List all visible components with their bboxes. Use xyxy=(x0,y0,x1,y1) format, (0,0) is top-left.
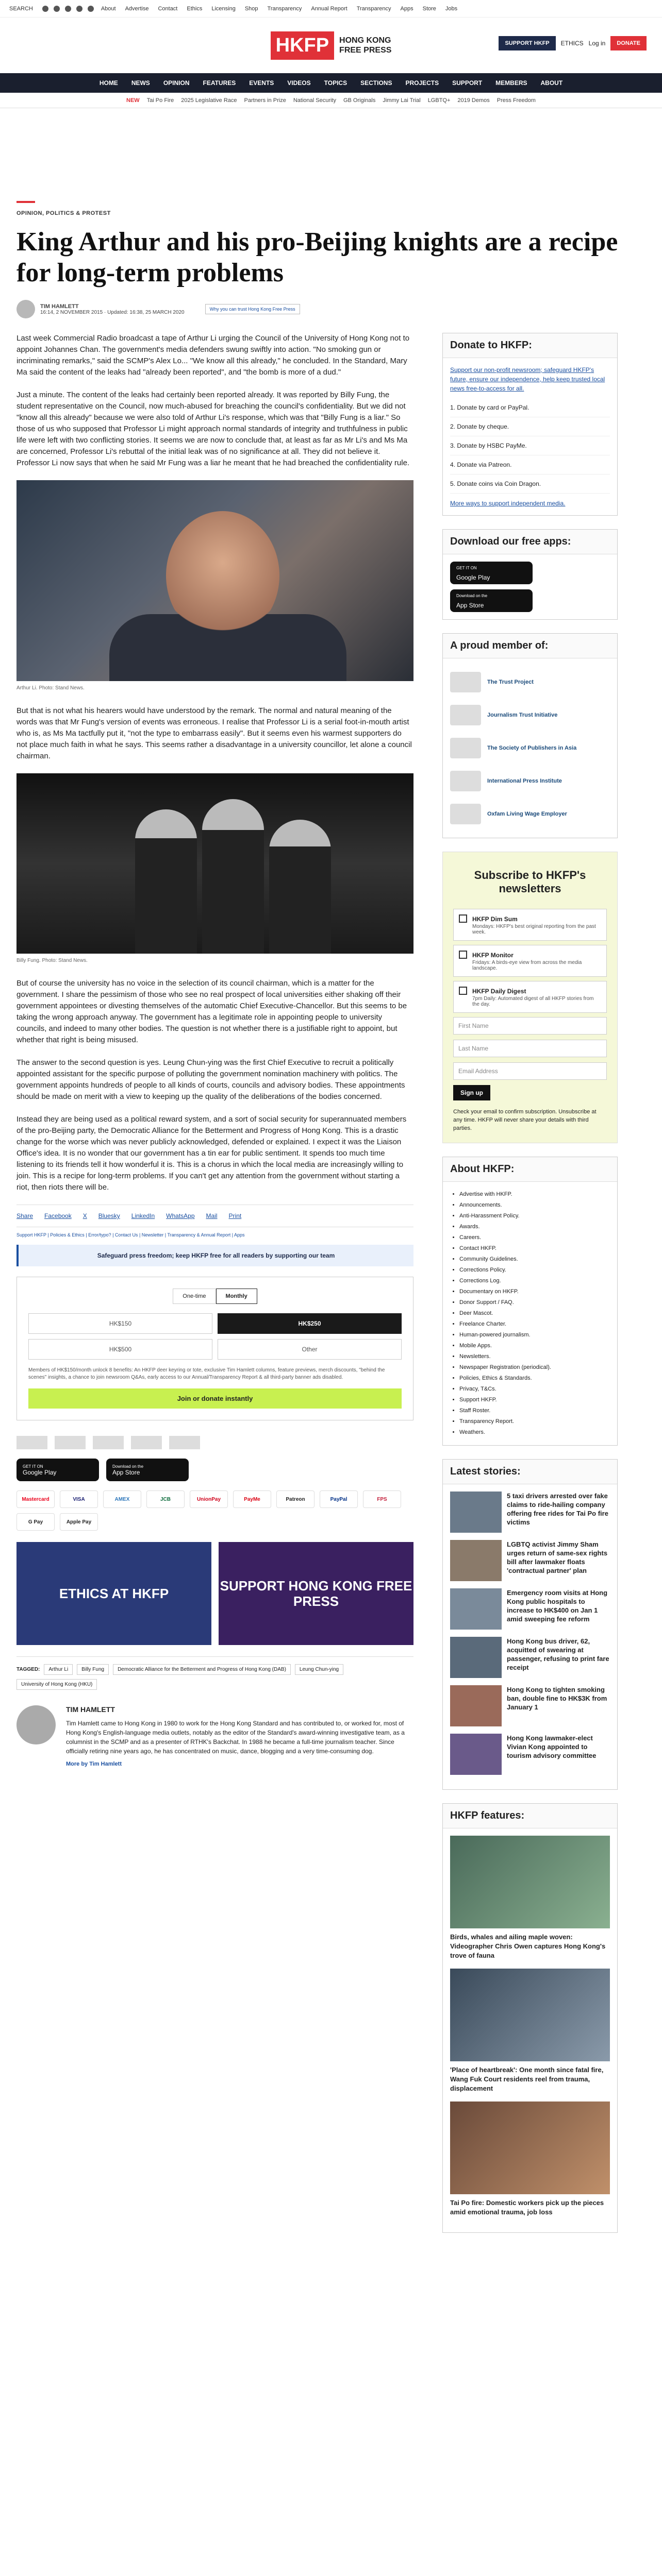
features-title: HKFP features: xyxy=(443,1804,617,1828)
donate-sidebar-title: Donate to HKFP: xyxy=(443,333,617,358)
nl-desc: 7pm Daily: Automated digest of all HKFP stories from the day. xyxy=(472,996,594,1007)
story-title: Hong Kong lawmaker-elect Vivian Kong appointed to tourism advisory committee xyxy=(507,1734,597,1759)
nav-sections[interactable]: SECTIONS xyxy=(360,79,392,87)
payment-methods xyxy=(16,1490,413,1531)
jti-logo xyxy=(55,1436,86,1449)
email-input[interactable]: Email Address xyxy=(453,1062,607,1080)
top-link-store[interactable]: Store xyxy=(422,5,436,12)
story-thumb xyxy=(450,1685,502,1726)
about-link[interactable]: • Human-powered journalism. xyxy=(459,1330,610,1341)
amount-option-selected[interactable]: HK$250 xyxy=(218,1313,402,1334)
member-org[interactable] xyxy=(450,798,610,831)
google-play-button[interactable] xyxy=(16,1459,99,1481)
story-item[interactable] xyxy=(450,1540,610,1581)
author-box xyxy=(16,1705,413,1767)
article-body xyxy=(16,333,413,2246)
top-link-annual-report[interactable]: Annual Report xyxy=(311,5,347,12)
donate-option[interactable]: 1. Donate by card or PayPal. xyxy=(450,398,610,417)
feature-title: 'Place of heartbreak': One month since fatal fire, Wang Fuk Court residents reel from trauma, displacement xyxy=(450,2066,604,2092)
newsletter-option[interactable] xyxy=(453,909,607,941)
about-link[interactable]: • Documentary on HKFP. xyxy=(459,1286,610,1297)
top-link-ethics[interactable]: Ethics xyxy=(187,5,203,12)
nav-news[interactable]: NEWS xyxy=(131,79,150,87)
member-org-name: International Press Institute xyxy=(487,778,562,784)
logo-line1: HONG KONG xyxy=(339,36,391,45)
ethics-link[interactable]: ETHICS xyxy=(560,40,584,47)
tag[interactable]: Leung Chun-ying xyxy=(295,1664,343,1675)
logo-mark: HKFP xyxy=(271,31,334,60)
share-x[interactable]: X xyxy=(82,1212,87,1219)
nl-name: HKFP Dim Sum xyxy=(472,916,518,923)
accent-line xyxy=(16,201,35,203)
story-item[interactable] xyxy=(450,1492,610,1533)
nl-desc: Mondays: HKFP's best original reporting from the past week. xyxy=(472,924,596,935)
as-small: Download on the xyxy=(456,594,488,598)
member-sidebar xyxy=(442,633,618,838)
site-header xyxy=(0,18,662,73)
footer-logos xyxy=(16,1436,413,1449)
share-label: Share xyxy=(16,1212,34,1219)
story-title: Emergency room visits at Hong Kong public hospitals to increase to HK$400 on Jan 1 amid sweeping fee reform xyxy=(507,1589,608,1623)
member-title: A proud member of: xyxy=(443,634,617,658)
tag[interactable]: Democratic Alliance for the Betterment and Progress of Hong Kong (DAB) xyxy=(113,1664,291,1675)
payme-icon: PayMe xyxy=(233,1490,271,1508)
feature-image xyxy=(450,1969,610,2061)
youtube-icon[interactable] xyxy=(76,6,82,12)
story-thumb xyxy=(450,1588,502,1630)
member-org-name: The Society of Publishers in Asia xyxy=(487,745,577,751)
about-sidebar xyxy=(442,1157,618,1446)
donate-options xyxy=(450,398,610,494)
story-item[interactable] xyxy=(450,1734,610,1775)
join-button[interactable]: Join or donate instantly xyxy=(28,1388,402,1409)
gp-small: GET IT ON xyxy=(456,566,477,570)
about-link[interactable]: • Awards. xyxy=(459,1222,610,1232)
more-ways-link[interactable]: More ways to support independent media. xyxy=(450,500,566,507)
nav-projects[interactable]: PROJECTS xyxy=(405,79,439,87)
apps-title: Download our free apps: xyxy=(443,530,617,554)
member-org-name: Journalism Trust Initiative xyxy=(487,712,558,718)
ipi-logo xyxy=(131,1436,162,1449)
nl-desc: Fridays: A birds-eye view from across the media landscape. xyxy=(472,960,582,971)
trending-item[interactable]: Partners in Prize xyxy=(244,97,286,104)
search-link[interactable]: SEARCH xyxy=(9,5,33,12)
article-category[interactable]: OPINION, POLITICS & PROTEST xyxy=(16,210,111,216)
tag[interactable]: Arthur Li xyxy=(44,1664,73,1675)
nav-support[interactable]: SUPPORT xyxy=(452,79,483,87)
google-play-button[interactable] xyxy=(450,562,533,584)
top-link-jobs[interactable]: Jobs xyxy=(445,5,458,12)
member-org[interactable] xyxy=(450,699,610,732)
signup-button[interactable]: Sign up xyxy=(453,1085,490,1100)
nav-about[interactable]: ABOUT xyxy=(540,79,563,87)
tag[interactable]: University of Hong Kong (HKU) xyxy=(16,1679,97,1690)
share-facebook[interactable]: Facebook xyxy=(44,1212,72,1219)
checkbox[interactable] xyxy=(459,987,467,995)
author-bio: Tim Hamlett came to Hong Kong in 1980 to work for the Hong Kong Standard and has contributed to, or worked for, most of Hong Kong's English-language media outlets, notably as the editor of the Standard's award-winning investigative team, as a columnist in the SCMP and as a presenter of RTHK's Backchat. In 1988 he became a full-time journalism teacher. Since officially retiring nine years ago, he has concentrated on music, dance, blogging and a very time-consuming dog. xyxy=(66,1720,405,1755)
as-label: App Store xyxy=(456,602,484,609)
feature-image xyxy=(450,2102,610,2194)
trending-item[interactable]: 2019 Demos xyxy=(457,97,490,104)
share-linkedin[interactable]: LinkedIn xyxy=(131,1212,155,1219)
about-link[interactable]: • Newsletters. xyxy=(459,1351,610,1362)
gp-label: Google Play xyxy=(456,574,490,581)
sidebar xyxy=(442,333,618,2246)
author-box-avatar xyxy=(16,1705,56,1744)
story-thumb xyxy=(450,1734,502,1775)
donate-button[interactable]: DONATE xyxy=(610,36,647,50)
amount-option[interactable]: HK$150 xyxy=(28,1313,212,1334)
main-nav xyxy=(0,73,662,93)
ad-space xyxy=(0,108,662,201)
about-link[interactable]: • Support HKFP. xyxy=(459,1395,610,1405)
fps-icon: FPS xyxy=(363,1490,401,1508)
about-link[interactable]: • Freelance Charter. xyxy=(459,1319,610,1330)
nl-name: HKFP Daily Digest xyxy=(472,988,526,995)
top-link-advertise[interactable]: Advertise xyxy=(125,5,149,12)
promo-banners xyxy=(16,1542,413,1645)
trust-project-logo xyxy=(16,1436,47,1449)
top-link-transparency-2[interactable]: Transparency xyxy=(356,5,391,12)
story-item[interactable] xyxy=(450,1637,610,1678)
ipi-logo xyxy=(450,771,481,791)
more-by-author-link[interactable]: More by Tim Hamlett xyxy=(66,1761,122,1767)
last-name-input[interactable]: Last Name xyxy=(453,1040,607,1057)
jcb-icon: JCB xyxy=(146,1490,185,1508)
about-link[interactable]: • Policies, Ethics & Standards. xyxy=(459,1373,610,1384)
paragraph: Last week Commercial Radio broadcast a tape of Arthur Li urging the Council of the University of Hong Kong not to appoint Johannes Chan. The government's media defenders swung swiftly into action. "No smoking gun or incriminating remarks," said the SCMP's Alex Lo... "We know all this already," he concluded. In the Standard, Mary Ma said the content of the leaks had "already been reported", and "the bomb is more of a dud." xyxy=(16,334,410,377)
top-utility-bar xyxy=(0,0,662,18)
app-store-button[interactable] xyxy=(106,1459,189,1481)
paragraph: Instead they are being used as a political reward system, and a sort of social security for superannuated members of the pro-Beijing party, the Democratic Alliance for the Betterment and Progress of Hong Kong. This is a drastic change for the worse which was never publicly acknowledged, defended or explained. I expect it was the Liaison Office's idea. It is no wonder that our government has a tin ear for public sentiment. It spends too much time listening to its friends tell it how wonderful it is. This is a chorus in which the local media are increasingly willing to join. This is a recipe for long-term problems. If you can't get any attention from the government without starting a riot, then riots there will be. xyxy=(16,1115,407,1192)
amount-option-other[interactable]: Other xyxy=(218,1339,402,1360)
share-bar xyxy=(16,1205,413,1227)
visa-icon: VISA xyxy=(60,1490,98,1508)
checkbox[interactable] xyxy=(459,951,467,959)
gp-small: GET IT ON xyxy=(23,1464,43,1469)
app-store-button[interactable] xyxy=(450,589,533,612)
instagram-icon[interactable] xyxy=(65,6,71,12)
checkbox[interactable] xyxy=(459,914,467,923)
first-name-input[interactable]: First Name xyxy=(453,1017,607,1035)
feature-item[interactable] xyxy=(450,1969,610,2093)
nav-features[interactable]: FEATURES xyxy=(203,79,236,87)
about-link[interactable]: • Mobile Apps. xyxy=(459,1341,610,1351)
about-link[interactable]: • Deer Mascot. xyxy=(459,1308,610,1319)
top-link-licensing[interactable]: Licensing xyxy=(211,5,236,12)
newsletter-title: Subscribe to HKFP's newsletters xyxy=(474,869,586,895)
donate-sidebar xyxy=(442,333,618,516)
share-print[interactable]: Print xyxy=(228,1212,242,1219)
top-link-apps[interactable]: Apps xyxy=(400,5,413,12)
article-dates: 16:14, 2 NOVEMBER 2015 · Updated: 16:38, 25 MARCH 2020 xyxy=(40,309,185,315)
about-link[interactable]: • Announcements. xyxy=(459,1200,610,1211)
unionpay-icon: UnionPay xyxy=(190,1490,228,1508)
story-item[interactable] xyxy=(450,1588,610,1630)
about-link[interactable]: • Corrections Policy. xyxy=(459,1265,610,1276)
donate-widget xyxy=(16,1277,413,1420)
feature-item[interactable] xyxy=(450,1836,610,1960)
trending-item[interactable]: 2025 Legislative Race xyxy=(181,97,237,104)
about-link[interactable]: • Newspaper Registration (periodical). xyxy=(459,1362,610,1373)
about-link[interactable]: • Careers. xyxy=(459,1232,610,1243)
donate-option[interactable]: 5. Donate coins via Coin Dragon. xyxy=(450,474,610,494)
feature-title: Birds, whales and ailing maple woven: Videographer Chris Owen captures Hong Kong's trove of fauna xyxy=(450,1933,606,1959)
about-link[interactable]: • Corrections Log. xyxy=(459,1276,610,1286)
byline xyxy=(16,300,646,318)
header-actions xyxy=(499,36,647,50)
about-link[interactable]: • Staff Roster. xyxy=(459,1405,610,1416)
author-avatar xyxy=(16,300,35,318)
paragraph: The answer to the second question is yes. Leung Chun-ying was the first Chief Executive to recruit a politically appointed assistant for the specific purpose of polluting the government nomination machinery with politics. The government appoints hundreds of people to all kinds of courts, councils and advisory bodies. These appointments should be made on merit with a view to keeping up the quality of the deliberations of the bodies concerned. xyxy=(16,1058,405,1101)
story-title: Hong Kong to tighten smoking ban, double fine to HK$3K from January 1 xyxy=(507,1686,607,1711)
about-link[interactable]: • Community Guidelines. xyxy=(459,1254,610,1265)
as-small: Download on the xyxy=(112,1464,144,1469)
nav-events[interactable]: EVENTS xyxy=(249,79,274,87)
support-hkfp-button[interactable]: SUPPORT HKFP xyxy=(499,36,555,50)
top-link-contact[interactable]: Contact xyxy=(158,5,178,12)
facebook-icon[interactable] xyxy=(42,6,48,12)
logo-line2: FREE PRESS xyxy=(339,46,392,55)
trending-label: NEW xyxy=(126,97,140,104)
trust-link[interactable]: Why you can trust Hong Kong Free Press xyxy=(205,304,300,314)
donate-option[interactable]: 4. Donate via Patreon. xyxy=(450,455,610,474)
author-box-name[interactable]: TIM HAMLETT xyxy=(66,1705,115,1714)
story-thumb xyxy=(450,1492,502,1533)
about-link[interactable]: • Weathers. xyxy=(459,1427,610,1438)
frequency-toggle xyxy=(28,1289,402,1304)
share-bluesky[interactable]: Bluesky xyxy=(98,1212,120,1219)
login-link[interactable]: Log in xyxy=(588,40,606,47)
donate-intro[interactable]: Support our non-profit newsroom; safeguard HKFP's future, ensure our independence, help keep trusted local news free-to-access for all. xyxy=(450,366,605,392)
safeguard-banner[interactable]: Safeguard press freedom; keep HKFP free for all readers by supporting our team xyxy=(16,1245,413,1266)
about-link[interactable]: • Privacy, T&Cs. xyxy=(459,1384,610,1395)
top-link-about[interactable]: About xyxy=(101,5,116,12)
ethics-promo[interactable]: ETHICS AT HKFP xyxy=(16,1542,211,1645)
nav-members[interactable]: MEMBERS xyxy=(495,79,527,87)
share-whatsapp[interactable]: WhatsApp xyxy=(166,1212,195,1219)
oxfam-logo xyxy=(169,1436,200,1449)
trending-item[interactable]: LGBTQ+ xyxy=(427,97,451,104)
gpay-icon: G Pay xyxy=(16,1513,55,1531)
support-links[interactable]: Support HKFP | Policies & Ethics | Error/typo? | Contact Us | Newsletter | Transparency & Annual Report | Apps xyxy=(16,1232,245,1238)
trending-bar xyxy=(0,93,662,108)
feature-image xyxy=(450,1836,610,1928)
oxfam-logo xyxy=(450,804,481,824)
photo-caption: Billy Fung. Photo: Stand News. xyxy=(16,958,88,963)
newsletter-option[interactable] xyxy=(453,945,607,977)
photo-arthur-li xyxy=(16,480,413,681)
article-title: King Arthur and his pro-Beijing knights are a recipe for long-term problems xyxy=(16,227,618,287)
nav-home[interactable]: HOME xyxy=(99,79,118,87)
features-sidebar xyxy=(442,1803,618,2233)
photo-caption: Arthur Li. Photo: Stand News. xyxy=(16,685,85,691)
paragraph: But of course the university has no voice in the selection of its council chairman, which is a matter for the government. I share the pessimism of those who see no real prospect of local universities either shaking off their government appointees or divesting themselves of the automatic Chief Executive-Chancellor. But this seems to be taking the wrong approach anyway. The government has a legitimate role in appointing people to university councils, and indeed to many other bodies. The question is not whether there is a justifiable right to appoint, but whether that right is being misused. xyxy=(16,979,407,1044)
about-title: About HKFP: xyxy=(443,1157,617,1182)
about-link[interactable]: • Advertise with HKFP. xyxy=(459,1189,610,1200)
jti-logo xyxy=(450,705,481,725)
article-tags xyxy=(16,1656,413,1690)
app-buttons xyxy=(16,1459,413,1481)
author-name[interactable]: TIM HAMLETT xyxy=(40,303,79,310)
about-link[interactable]: • Anti-Harassment Policy. xyxy=(459,1211,610,1222)
support-promo[interactable]: SUPPORT HONG KONG FREE PRESS xyxy=(219,1542,413,1645)
as-label: App Store xyxy=(112,1468,140,1476)
story-item[interactable] xyxy=(450,1685,610,1726)
donate-option[interactable]: 2. Donate by cheque. xyxy=(450,417,610,436)
applepay-icon: Apple Pay xyxy=(60,1513,98,1531)
freq-one-time[interactable]: One-time xyxy=(173,1289,216,1304)
social-icons xyxy=(42,6,94,12)
story-title: 5 taxi drivers arrested over fake claims to ride-hailing company offering free rides for Tai Po fire victims xyxy=(507,1492,608,1526)
latest-stories xyxy=(442,1459,618,1790)
paragraph: But that is not what his hearers would have understood by the remark. The normal and natural meaning of the words was that Mr Fung's version of events was erroneous. I realise that Professor Li is a serial foot-in-mouth artist who is, as Ms Ma tactfully put it, "not the type to embarrass easily". But it seems even his warmest supporters do not place much faith in what he says. This seems rather a disadvantage in a university councillor, let alone a council chairman. xyxy=(16,706,412,760)
gp-label: Google Play xyxy=(23,1468,57,1476)
photo-billy-fung xyxy=(16,773,413,954)
newsletter-note: Check your email to confirm subscription. Unsubscribe at any time. HKFP will never share your details with third parties. xyxy=(453,1109,597,1131)
freq-monthly[interactable]: Monthly xyxy=(216,1289,257,1304)
mastercard-icon: Mastercard xyxy=(16,1490,55,1508)
story-thumb xyxy=(450,1540,502,1581)
patreon-icon: Patreon xyxy=(276,1490,315,1508)
amex-icon: AMEX xyxy=(103,1490,141,1508)
top-link-transparency[interactable]: Transparency xyxy=(267,5,302,12)
sopa-logo xyxy=(450,738,481,758)
nl-name: HKFP Monitor xyxy=(472,952,514,959)
about-list xyxy=(443,1182,617,1445)
feature-title: Tai Po fire: Domestic workers pick up the pieces amid emotional trauma, job loss xyxy=(450,2199,604,2216)
nav-videos[interactable]: VIDEOS xyxy=(287,79,311,87)
trending-item[interactable]: GB Originals xyxy=(343,97,376,104)
story-title: Hong Kong bus driver, 62, acquitted of swearing at passenger, refusing to print fare receipt xyxy=(507,1637,609,1671)
article-container xyxy=(16,201,646,2246)
top-link-shop[interactable]: Shop xyxy=(244,5,258,12)
sopa-logo xyxy=(93,1436,124,1449)
trending-item[interactable]: Jimmy Lai Trial xyxy=(383,97,421,104)
x-icon[interactable] xyxy=(54,6,60,12)
story-thumb xyxy=(450,1637,502,1678)
about-link[interactable]: • Contact HKFP. xyxy=(459,1243,610,1254)
nav-topics[interactable]: TOPICS xyxy=(324,79,347,87)
membership-note: Members of HK$150/month unlock 8 benefits: An HKFP deer keyring or tote, exclusive Tim Hamlett columns, feature previews, merch discounts, "behind the scenes" insights, a chance to join newsroom Q&As, early access to our Annual/Transparency Report & all third-party banner ads disabled. xyxy=(28,1367,385,1380)
tags-label: TAGGED: xyxy=(16,1667,40,1672)
member-org-name: The Trust Project xyxy=(487,679,534,685)
donate-option[interactable]: 3. Donate by HSBC PayMe. xyxy=(450,436,610,455)
paragraph: Just a minute. The content of the leaks had certainly been reported already. It was reported by Billy Fung, the student representative on the Council, now much-abused for breaching the council's confidentiality. But we did not "know all this already" because we were also told of Arthur Li's response, which was that "Billy Fung is a liar." So those of us who supposed that Professor Li might approach normal standards of integrity and truthfulness in public life were left with two conflicting stories. It seems we are now to conclude that, at least as far as Mr Li's and Ms Ma are concerned, Professor Li's rebuttal of the initial leak was of no significance at all. They did not believe it. Professor Li now says that when he said Mr Fung was a liar he meant that he had breached the confidentiality rule. xyxy=(16,391,410,467)
paypal-icon: PayPal xyxy=(320,1490,358,1508)
trending-item[interactable]: National Security xyxy=(293,97,336,104)
amount-option[interactable]: HK$500 xyxy=(28,1339,212,1360)
nav-opinion[interactable]: OPINION xyxy=(163,79,190,87)
feature-item[interactable] xyxy=(450,2102,610,2217)
member-org-name: Oxfam Living Wage Employer xyxy=(487,811,567,817)
amount-options xyxy=(28,1313,402,1360)
newsletter-option[interactable] xyxy=(453,981,607,1013)
member-org[interactable] xyxy=(450,732,610,765)
site-logo[interactable] xyxy=(271,31,392,60)
newsletter-signup xyxy=(442,852,618,1143)
member-org[interactable] xyxy=(450,666,610,699)
threads-icon[interactable] xyxy=(88,6,94,12)
trending-item[interactable]: Press Freedom xyxy=(496,97,536,104)
content-layout xyxy=(16,333,646,2246)
share-mail[interactable]: Mail xyxy=(206,1212,218,1219)
latest-title: Latest stories: xyxy=(443,1460,617,1484)
trust-project-logo xyxy=(450,672,481,692)
about-link[interactable]: • Donor Support / FAQ. xyxy=(459,1297,610,1308)
member-org[interactable] xyxy=(450,765,610,798)
story-title: LGBTQ activist Jimmy Sham urges return of same-sex rights bill after lawmaker floats 'contractual partner' plan xyxy=(507,1540,608,1574)
trending-item[interactable]: Tai Po Fire xyxy=(146,97,174,104)
apps-sidebar xyxy=(442,529,618,620)
tag[interactable]: Billy Fung xyxy=(77,1664,109,1675)
about-link[interactable]: • Transparency Report. xyxy=(459,1416,610,1427)
